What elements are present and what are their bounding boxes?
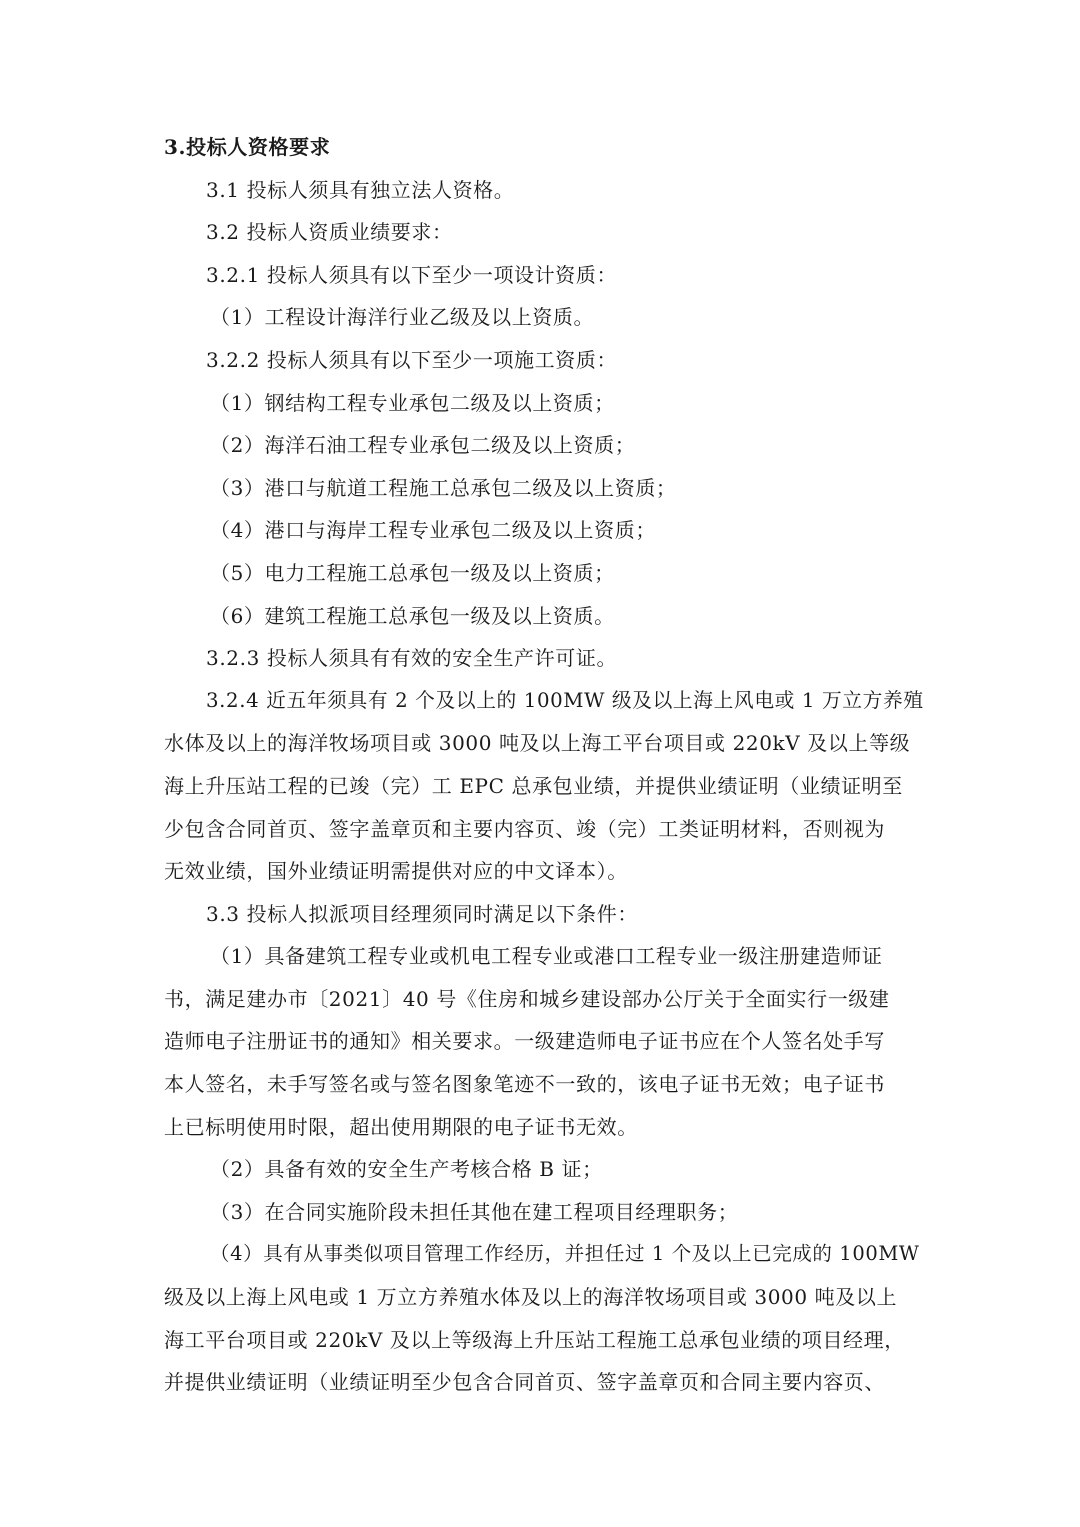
construction-qualification-item-1: （1）钢结构工程专业承包二级及以上资质； — [210, 390, 615, 415]
section-number: 3. — [164, 135, 187, 159]
paragraph-line: 书，满足建办市〔2021〕40 号《住房和城乡建设部办公厅关于全面实行一级建 — [164, 986, 890, 1011]
paragraph-line: （4）具有从事类似项目管理工作经历，并担任过 1 个及以上已完成的 100MW — [210, 1242, 920, 1266]
section-heading — [164, 126, 924, 169]
construction-qualification-item-6: （6）建筑工程施工总承包一级及以上资质。 — [210, 603, 615, 628]
clause-3-2-1: 3.2.1 投标人须具有以下至少一项设计资质： — [206, 262, 618, 287]
paragraph-line: 本人签名，未手写签名或与签名图象笔迹不一致的，该电子证书无效；电子证书 — [164, 1072, 885, 1097]
paragraph-line: 级及以上海上风电或 1 万立方养殖水体及以上的海洋牧场项目或 3000 吨及以上 — [164, 1285, 898, 1310]
paragraph-line: 上已标明使用时限，超出使用期限的电子证书无效。 — [164, 1114, 638, 1139]
paragraph-line: （1）具备建筑工程专业或机电工程专业或港口工程专业一级注册建造师证 — [210, 944, 883, 969]
paragraph-line: 水体及以上的海洋牧场项目或 3000 吨及以上海工平台项目或 220kV 及以上等级 — [164, 731, 911, 756]
clause-3-2-4-paragraph — [164, 680, 924, 893]
construction-qualification-item-4: （4）港口与海岸工程专业承包二级及以上资质； — [210, 518, 656, 543]
manager-condition-4-paragraph — [164, 1233, 924, 1403]
construction-qualification-item-2: （2）海洋石油工程专业承包二级及以上资质； — [210, 433, 636, 458]
paragraph-line: 少包含合同首页、签字盖章页和主要内容页、竣（完）工类证明材料，否则视为 — [164, 816, 885, 841]
paragraph-line: 3.2.4 近五年须具有 2 个及以上的 100MW 级及以上海上风电或 1 万立方养殖 — [206, 688, 924, 712]
manager-condition-1-paragraph — [164, 935, 924, 1148]
paragraph-line: 海工平台项目或 220kV 及以上等级海上升压站工程施工总承包业绩的项目经理， — [164, 1327, 905, 1352]
section-title: 投标人资格要求 — [186, 135, 331, 159]
paragraph-line: 无效业绩，国外业绩证明需提供对应的中文译本）。 — [164, 859, 628, 884]
paragraph-line: 造师电子注册证书的通知》相关要求。一级建造师电子证书应在个人签名处手写 — [164, 1029, 885, 1054]
construction-qualification-item-5: （5）电力工程施工总承包一级及以上资质； — [210, 560, 615, 585]
design-qualification-item-1: （1）工程设计海洋行业乙级及以上资质。 — [210, 305, 595, 330]
clause-3-1: 3.1 投标人须具有独立法人资格。 — [206, 177, 515, 202]
manager-condition-2: （2）具备有效的安全生产考核合格 B 证； — [210, 1157, 603, 1182]
clause-3-3: 3.3 投标人拟派项目经理须同时满足以下条件： — [206, 901, 638, 926]
clause-3-2-3: 3.2.3 投标人须具有有效的安全生产许可证。 — [206, 646, 618, 671]
document-body — [164, 126, 924, 1404]
paragraph-line: 海上升压站工程的已竣（完）工 EPC 总承包业绩，并提供业绩证明（业绩证明至 — [164, 773, 903, 798]
clause-3-2: 3.2 投标人资质业绩要求： — [206, 220, 453, 245]
paragraph-line: 并提供业绩证明（业绩证明至少包含合同首页、签字盖章页和合同主要内容页、 — [164, 1370, 885, 1395]
construction-qualification-item-3: （3）港口与航道工程施工总承包二级及以上资质； — [210, 475, 677, 500]
clause-3-2-2: 3.2.2 投标人须具有以下至少一项施工资质： — [206, 347, 618, 372]
manager-condition-3: （3）在合同实施阶段未担任其他在建工程项目经理职务； — [210, 1199, 739, 1224]
